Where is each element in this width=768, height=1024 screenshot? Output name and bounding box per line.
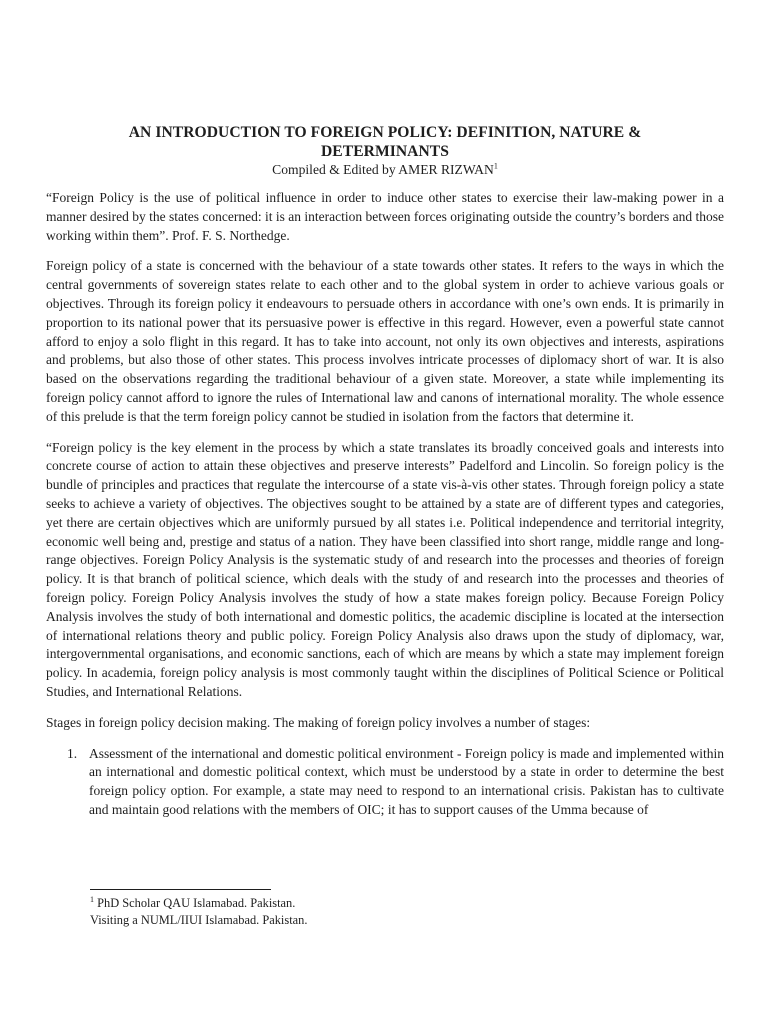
footnote-1 [90, 895, 490, 912]
document-title [46, 123, 724, 161]
document-subtitle [46, 161, 724, 178]
stages-list [46, 745, 724, 820]
paragraph-padelford-quote: “Foreign policy is the key element in the process by which a state translates its broadly conceived goals and interests into concrete course of action to attain these objectives and preserve interests” Padelford and Lincolin. So foreign policy is the bundle of principles and practices that regulate the intercourse of a state vis-à-vis other states. Through foreign policy a state seeks to achieve a variety of objectives. The objectives sought to be attained by a state are of different types and categories, yet there are certain objectives which are uniformly pursued by all states i.e. Political independence and territorial integrity, economic well being and, prestige and status of a nation. They have been classified into short range, middle range and long-range objectives. Foreign Policy Analysis is the systematic study of and research into the processes and theories of foreign policy. It is that branch of political science, which deals with the study of and research into the processes and theories of foreign policy. Foreign Policy Analysis involves the study of how a state makes foreign policy. Because Foreign Policy Analysis involves the study of both international and domestic politics, the academic discipline is located at the intersection of international relations theory and public policy. Foreign Policy Analysis also draws upon the study of diplomacy, war, intergovernmental organisations, and economic sanctions, each of which are means by which a state may implement foreign policy. In academia, foreign policy analysis is most commonly taught within the disciplines of Political Science or Political Studies, and International Relations. [46, 439, 724, 699]
paragraph-northedge-quote: “Foreign Policy is the use of political influence in order to induce other states to exercise their law-making power in a manner desired by the states concerned: it is an interaction between forces originating outside the country’s borders and those working within them”. Prof. F. S. Northedge. [46, 190, 724, 243]
footnote-line-1: PhD Scholar QAU Islamabad. Pakistan. [97, 896, 296, 910]
subtitle-text: Compiled & Edited by AMER RIZWAN [272, 162, 494, 177]
footnote-line-2: Visiting a NUML/IIUI Islamabad. Pakistan. [90, 913, 308, 927]
list-item-number: 1. [67, 745, 78, 761]
title-line-2: DETERMINANTS [321, 143, 449, 160]
footnote-mark: 1 [90, 894, 94, 904]
subtitle-footnote-mark: 1 [493, 161, 498, 171]
title-line-1: AN INTRODUCTION TO FOREIGN POLICY: DEFINITION, NATURE & [128, 124, 642, 141]
footnotes [90, 889, 490, 929]
list-item-text: Assessment of the international and domestic political environment - Foreign policy is made and implemented within an international and domestic political context, which must be understood by a state in order to determine the best foreign policy option. For example, a state may need to respond to an international crisis. Pakistan has to cultivate and maintain good relations with the members of OIC; it has to support causes of the Umma because of [89, 745, 724, 817]
paragraph-stages-intro: Stages in foreign policy decision making. The making of foreign policy involves a number of stages: [46, 714, 591, 730]
paragraph-foreign-policy-intro: Foreign policy of a state is concerned with the behaviour of a state towards other states. It refers to the ways in which the central governments of sovereign states relate to each other and to the global system in order to achieve various goals or objectives. Through its foreign policy it endeavours to persuade others in accordance with one’s own ends. It is primarily in proportion to its national power that its persuasive power is effective in this regard. However, even a powerful state cannot afford to enjoy a solo flight in this regard. It has to take into account, not only its own objectives and interests, aspirations and problems, but also those of other states. This process involves intricate processes of diplomacy short of war. It is also based on the observations regarding the traditional behaviour of a given state. Moreover, a state while implementing its foreign policy cannot afford to ignore the rules of International law and canons of international morality. The whole essence of this prelude is that the term foreign policy cannot be studied in isolation from the factors that determine it. [46, 258, 724, 424]
footnote-separator [90, 889, 271, 890]
list-item [46, 745, 724, 820]
page-body [46, 123, 724, 820]
